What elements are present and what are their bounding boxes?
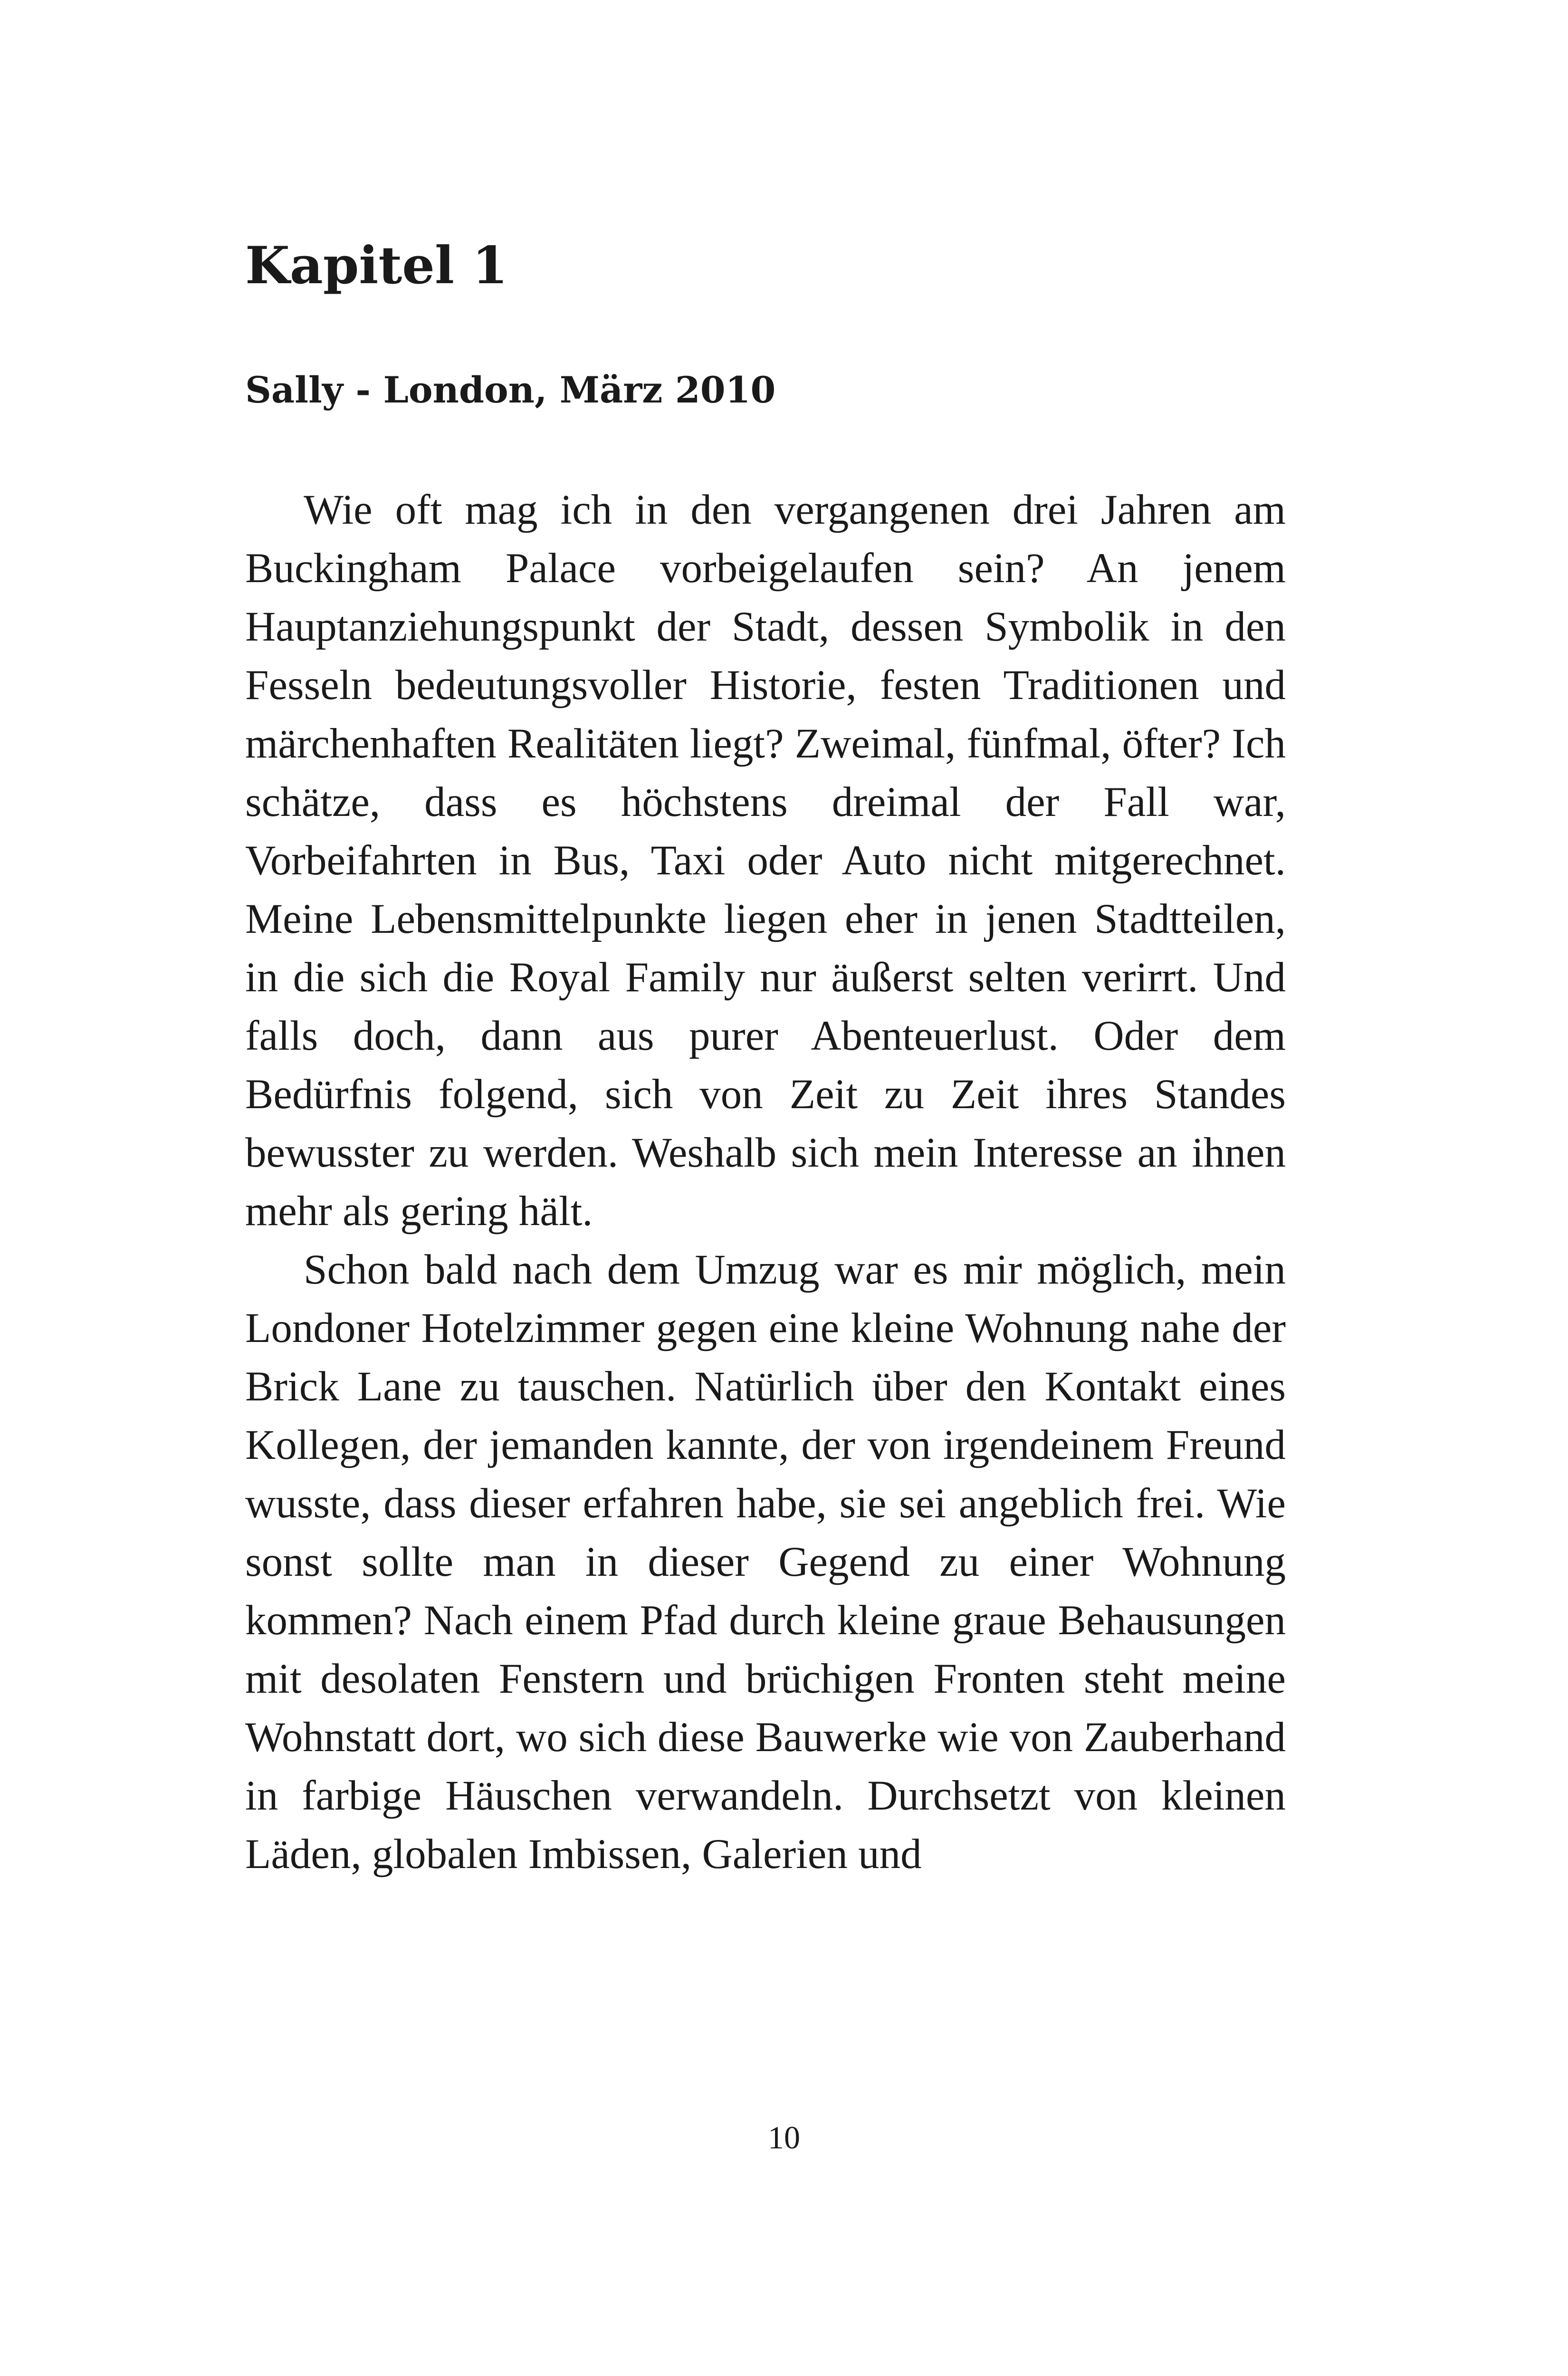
paragraph: Wie oft mag ich in den vergangenen drei Jahren am Buckingham Palace vorbeigelaufen sein? An jenem Hauptanziehungspunkt der Stadt, dessen Symbolik in den Fesseln bedeutungsvoller Historie, festen Traditionen und märchenhaften Realitäten liegt? Zweimal, fünfmal, öfter? Ich schätze, dass es höchstens dreimal der Fall war, Vorbeifahrten in Bus, Taxi oder Auto nicht mitgerechnet. Meine Lebensmittelpunkte liegen eher in jenen Stadtteilen, in die sich die Royal Family nur äußerst selten verirrt. Und falls doch, dann aus purer Abenteuerlust. Oder dem Bedürfnis folgend, sich von Zeit zu Zeit ihres Standes bewusster zu werden. Weshalb sich mein Interesse an ihnen mehr als gering hält. [245, 487, 1286, 1235]
page-number: 10 [768, 2119, 800, 2156]
chapter-title: Kapitel 1 [245, 236, 508, 296]
body-text [245, 481, 1286, 1884]
paragraph: Schon bald nach dem Umzug war es mir möglich, mein Londoner Hotelzimmer gegen eine kleine Wohnung nahe der Brick Lane zu tauschen. Natürlich über den Kontakt eines Kollegen, der jemanden kannte, der von irgendeinem Freund wusste, dass dieser erfahren habe, sie sei angeblich frei. Wie sonst sollte man in dieser Gegend zu einer Wohnung kommen? Nach einem Pfad durch kleine graue Behausungen mit desolaten Fenstern und brüchigen Fronten steht meine Wohnstatt dort, wo sich diese Bauwerke wie von Zauberhand in farbige Häuschen verwandeln. Durchsetzt von kleinen Läden, globalen Imbissen, Galerien und [245, 1246, 1286, 1878]
chapter-subheading: Sally - London, März 2010 [245, 369, 776, 411]
